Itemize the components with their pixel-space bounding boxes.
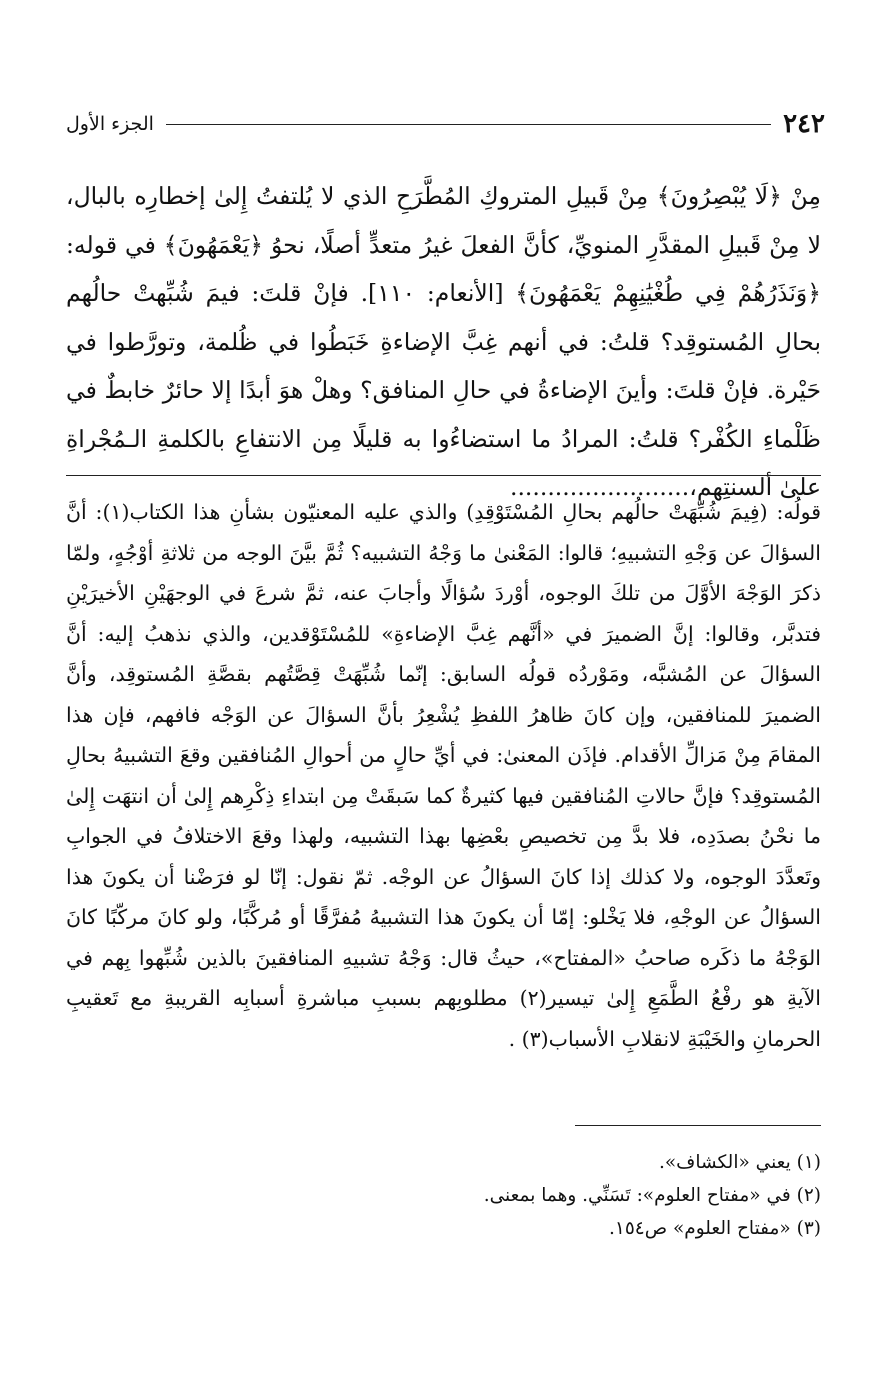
footnotes (66, 1146, 821, 1245)
main-text-divider (66, 475, 821, 476)
footnote-divider (575, 1125, 821, 1126)
commentary-text (66, 492, 821, 1059)
page-number: ٢٤٢ (783, 109, 825, 139)
header-rule (166, 124, 771, 125)
footnote-2: (٢) في «مفتاح العلوم»: تَسَنِّي. وهما بمعنى. (483, 1185, 821, 1206)
main-text (66, 172, 821, 512)
main-paragraph: مِنْ ﴿لَا يُبْصِرُونَ﴾ مِنْ قَبيلِ المتروكِ المُطَّرَحِ الذي لا يُلتفتُ إِلىٰ إخطارِه بالبال، لا مِنْ قَبيلِ المقدَّرِ المنويِّ، كأنَّ الفعلَ غيرُ متعدٍّ أصلًا، نحوُ ﴿يَعْمَهُونَ﴾ في قوله: ﴿وَنَذَرُهُمْ فِي طُغْيَٰنِهِمْ يَعْمَهُونَ﴾ [الأنعام: ١١٠]. فإنْ قلتَ: فيمَ شُبِّهتْ حالُهم بحالِ المُستوقِد؟ قلتُ: في أنهم غِبَّ الإضاءةِ خَبَطُوا في ظُلمة، وتورَّطوا في حَيْرة. فإنْ قلتَ: وأينَ الإضاءةُ في حالِ المنافق؟ وهلْ هوَ أبدًا إلا حائرٌ خابطٌ في ظَلْماءِ الكُفْر؟ قلتُ: المرادُ ما استضاءُوا به قليلًا مِن الانتفاعِ بالكلمةِ الـمُجْراةِ علىٰ ألسنتِهم،........................ (66, 182, 821, 501)
commentary-paragraph: قولُه: (فِيمَ شُبِّهَتْ حالُهم بحالِ المُسْتَوْقِدِ) والذي عليه المعنيّون بشأنِ هذا الكتاب(١): أنَّ السؤالَ عن وَجْهِ التشبيهِ؛ قالوا: المَعْنىٰ ما وَجْهُ التشبيه؟ ثُمَّ بيَّنَ الوجه من ثلاثةِ أوْجُهٍ، ولمّا ذكرَ الوَجْهَ الأوَّلَ من تلكَ الوجوه، أوْردَ سُؤالًا وأجابَ عنه، ثمَّ شرعَ في الوجهَيْنِ الأخيرَيْنِ فتدبَّر، وقالوا: إنَّ الضميرَ في «أنَّهم غِبَّ الإضاءةِ» للمُسْتَوْقدين، والذي نذهبُ إليه: أنَّ السؤالَ عن المُشبَّه، ومَوْردُه قولُه السابق: إنّما شُبِّهَتْ قِصَّتُهم بقصَّةِ المُستوقِد، وأنَّ الضميرَ للمنافقين، وإن كانَ ظاهرُ اللفظِ يُشْعِرُ بأنَّ السؤالَ عن الوَجْه فافهم، فإن هذا المقامَ مِنْ مَزالِّ الأقدام. فإذَن المعنىٰ: في أيِّ حالٍ من أحوالِ المُنافقين وقعَ التشبيهُ بحالِ المُستوقِد؟ فإنَّ حالاتِ المُنافقين فيها كثيرةٌ كما سَبقَتْ مِن ابتداءِ ذِكْرِهم إِلىٰ أن انتهَت إِلىٰ ما نحْنُ بصدَدِه، فلا بدَّ مِن تخصيصِ بعْضِها بهذا التشبيه، ولهذا وقعَ الاختلافُ في الجوابِ وتَعدَّدَ الوجوه، ولا كذلك إذا كانَ السؤالُ عن الوجْه. ثمّ نقول: إنّا لو فرَضْنا أن يكونَ هذا السؤالُ عن الوجْهِ، فلا يَخْلو: إمّا أن يكونَ هذا التشبيهُ مُفرَّقًا أو مُركَّبًا، ولو كانَ مركّبًا كانَ الوَجْهُ ما ذكَره صاحبُ «المفتاح»، حيثُ قال: وَجْهُ تشبيهِ المنافقينَ بالذين شُبِّهوا بِهم في الآيةِ هو رفْعُ الطَّمَعِ إِلىٰ تيسير(٢) مطلوبِهم بسببِ مباشرةِ أسبابِه القريبةِ مع تَعقيبِ الحرمانِ والخَيْبَةِ لانقلابِ الأسباب(٣) . (66, 500, 821, 1051)
part-title: الجزء الأول (66, 113, 154, 135)
running-header (66, 104, 825, 144)
footnote-1: (١) يعني «الكشاف». (658, 1152, 821, 1173)
footnote-3: (٣) «مفتاح العلوم» ص١٥٤. (609, 1218, 821, 1239)
